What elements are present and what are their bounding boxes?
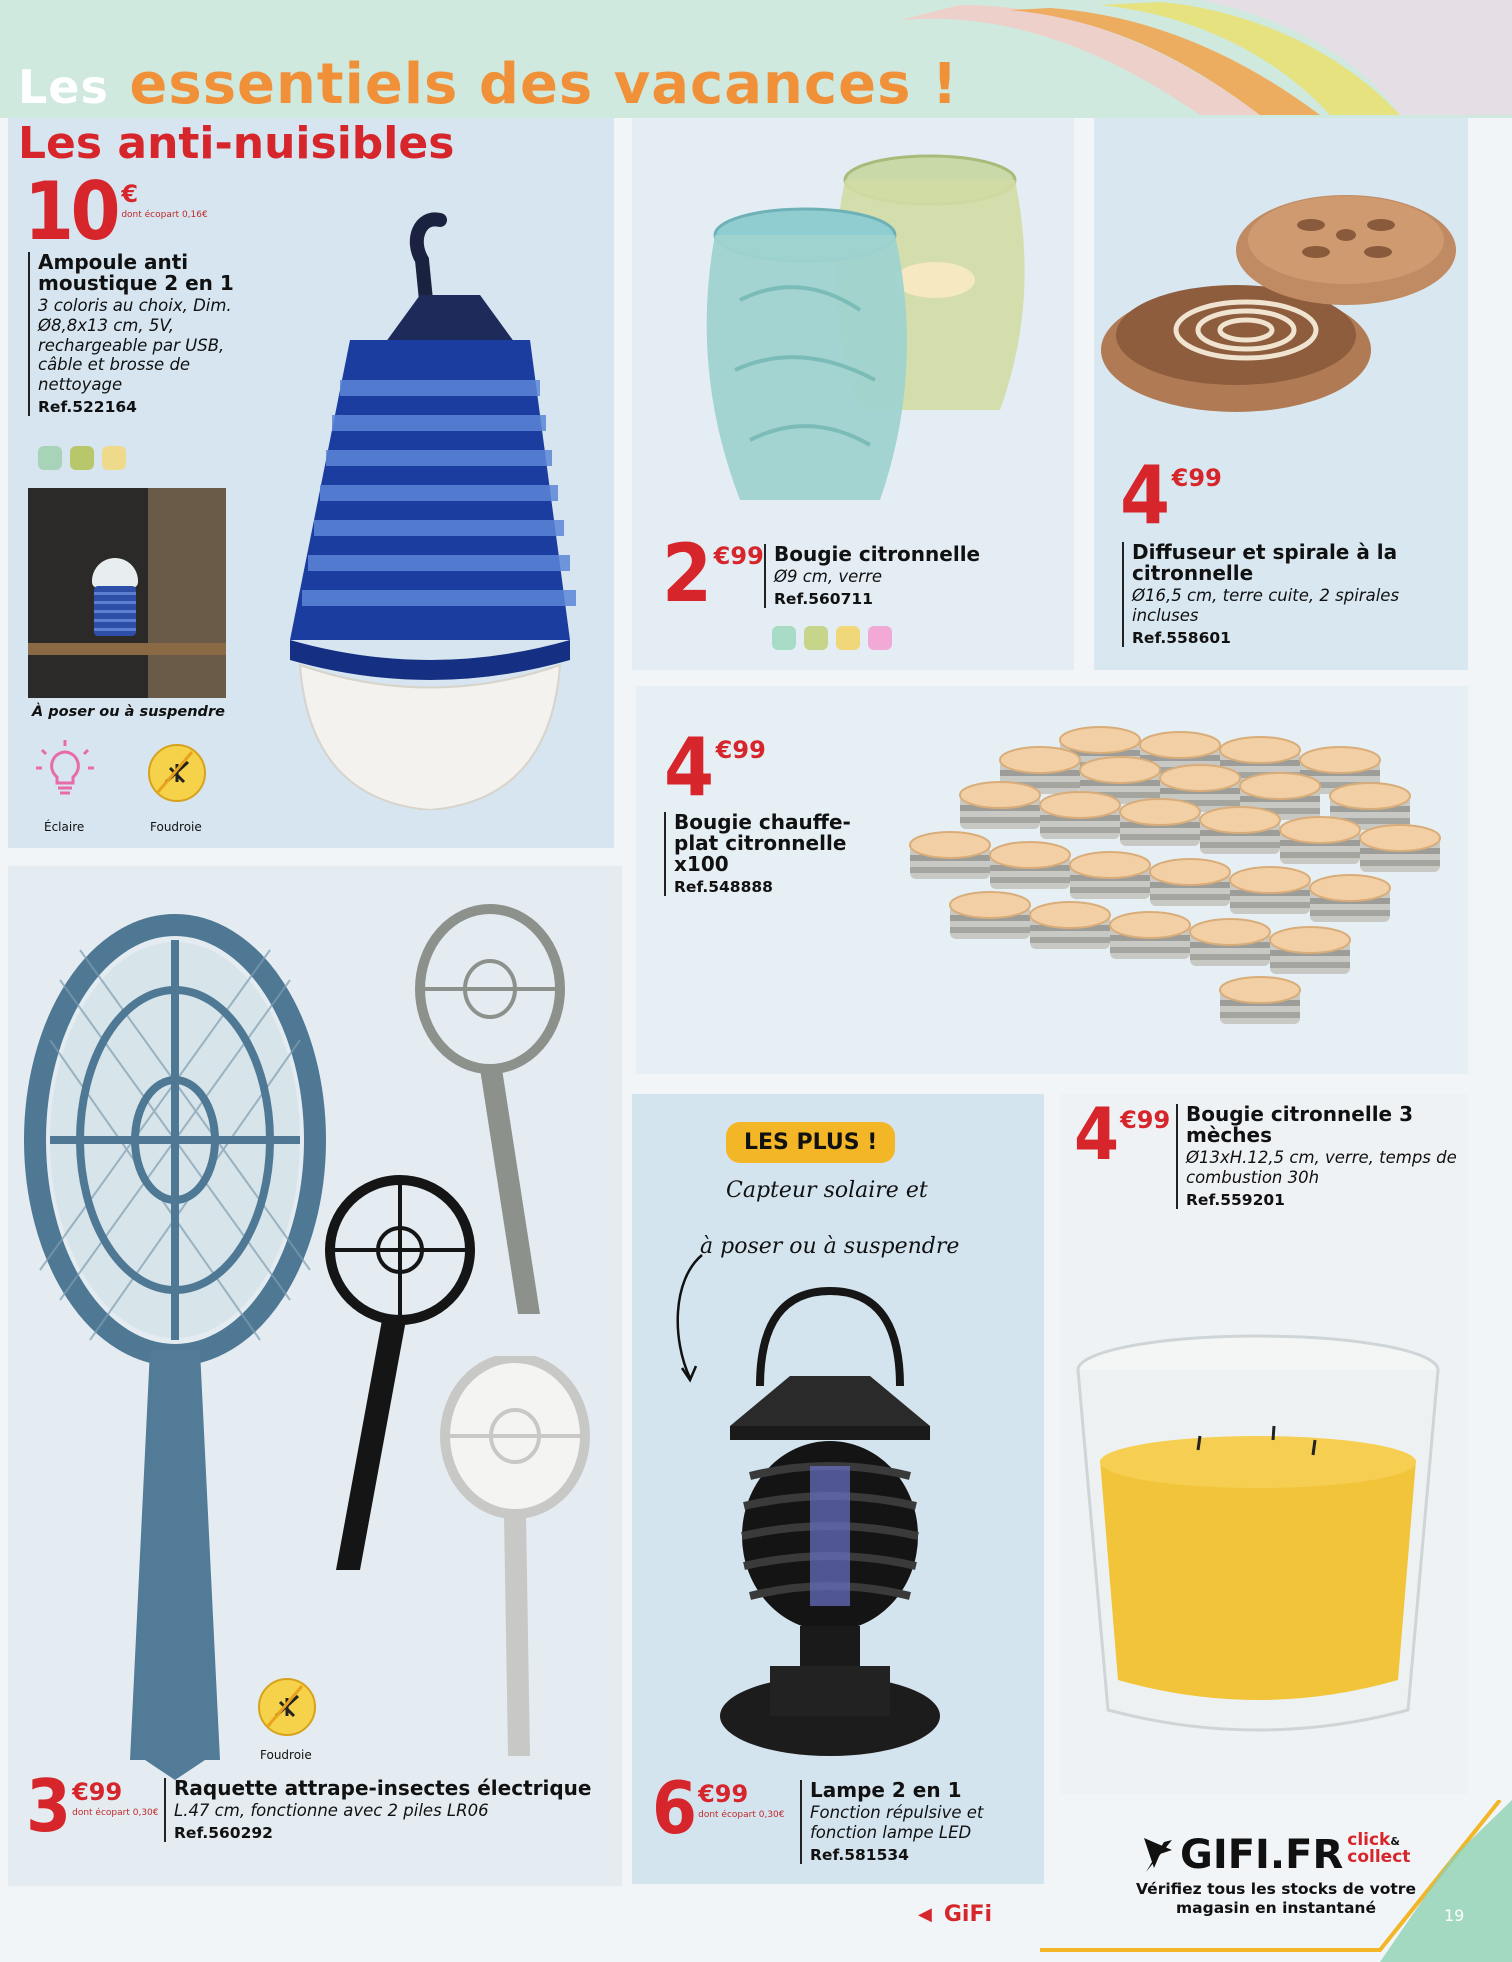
price-raquette [26, 1764, 159, 1848]
product-ref: Ref.581534 [810, 1845, 909, 1864]
swatch-green[interactable] [804, 626, 828, 650]
ecopart: dont écopart 0,16€ [121, 210, 208, 220]
header-swoosh [900, 0, 1512, 130]
product-ref: Ref.522164 [38, 397, 137, 416]
product-ref: Ref.560711 [774, 589, 873, 608]
page-number: 19 [1444, 1906, 1465, 1925]
header-title-text: essentiels des vacances ! [129, 52, 959, 117]
price-dec: €99 [1171, 464, 1222, 492]
price-int: 6 [652, 1766, 694, 1850]
candle-glasses-image [680, 140, 1040, 520]
site-name[interactable]: GIFI.FR [1180, 1832, 1344, 1878]
price-diffuseur [1120, 449, 1222, 542]
desc-bougie-3meches [1176, 1104, 1458, 1209]
desc-lampe [800, 1780, 1030, 1864]
price-dec: €99 [72, 1778, 123, 1806]
inset-caption: À poser ou à suspendre [32, 704, 225, 720]
cursor-icon [1142, 1836, 1176, 1876]
product-desc: 3 coloris au choix, Dim. Ø8,8x13 cm, 5V, rechargeable par USB, câble et brosse de nettoyage [38, 296, 232, 395]
price-int: 10 [24, 165, 117, 258]
price-ampoule [24, 165, 208, 258]
price-lampe [652, 1766, 785, 1850]
product-ref: Ref.548888 [674, 878, 773, 896]
product-desc: L.47 cm, fonctionne avec 2 piles LR06 [174, 1801, 489, 1820]
desc-diffuseur [1122, 542, 1442, 647]
icon-label-foudroie: Foudroie [150, 820, 202, 834]
bulb-icon [32, 738, 98, 804]
candle-3-wicks-image [1068, 1330, 1448, 1750]
zap-mosquito-icon-raquette [256, 1676, 318, 1738]
section-title: Les anti-nuisibles [18, 118, 455, 169]
product-ref: Ref.558601 [1132, 628, 1231, 647]
product-title: Diffuseur et spirale à la citronnelle [1132, 540, 1398, 585]
footer-verify: Vérifiez tous les stocks de votre magasin en instantané [1136, 1880, 1416, 1917]
desc-chauffe-plat [664, 812, 884, 896]
footer-site[interactable] [1180, 1832, 1410, 1878]
desc-raquette [164, 1778, 604, 1842]
brand-logo: GiFi [943, 1902, 993, 1927]
swatch-olive[interactable] [70, 446, 94, 470]
product-title: Raquette attrape-insectes électrique [174, 1776, 592, 1800]
swatch-pink[interactable] [868, 626, 892, 650]
price-dec: €99 [713, 542, 764, 570]
icon-label-foudroie-raquette: Foudroie [260, 1748, 312, 1762]
product-desc: Ø16,5 cm, terre cuite, 2 spirales incluses [1132, 586, 1400, 625]
product-desc: Ø13xH.12,5 cm, verre, temps de combustion 30h [1186, 1148, 1457, 1187]
mosquito-lamp-image [270, 210, 600, 810]
price-dec: €99 [1120, 1106, 1171, 1134]
product-title: Lampe 2 en 1 [810, 1778, 962, 1802]
solar-lamp-image [700, 1276, 960, 1776]
diffuser-image [1096, 180, 1466, 440]
price-int: 4 [1120, 449, 1167, 542]
click-text: click [1347, 1830, 1391, 1850]
badge-les-plus: LES PLUS ! [726, 1122, 895, 1163]
swatch-yellow[interactable] [836, 626, 860, 650]
header-title [18, 52, 958, 117]
ecopart: dont écopart 0,30€ [698, 1810, 785, 1820]
price-int: 4 [1074, 1092, 1116, 1176]
product-ref: Ref.559201 [1186, 1190, 1285, 1209]
tealights-image [880, 720, 1460, 1050]
product-ref: Ref.560292 [174, 1823, 273, 1842]
price-dec: € [121, 180, 139, 208]
product-title: Ampoule anti moustique 2 en 1 [38, 250, 234, 295]
swatch-green[interactable] [38, 446, 62, 470]
collect-text: collect [1347, 1847, 1411, 1867]
price-chauffe-plat [664, 721, 766, 814]
product-desc: Fonction répulsive et fonction lampe LED [810, 1803, 984, 1842]
desc-bougie-verre [764, 544, 1004, 608]
header-les: Les [18, 60, 109, 114]
swatches-bougie-verre [772, 626, 900, 654]
racket-white-image [430, 1356, 600, 1766]
product-title: Bougie citronnelle [774, 542, 981, 566]
price-int: 2 [662, 527, 709, 620]
footer-brand [918, 1902, 992, 1927]
handwritten-line-2: à poser ou à suspendre [700, 1234, 960, 1259]
inset-photo [28, 488, 226, 698]
price-dec: €99 [715, 736, 766, 764]
ecopart: dont écopart 0,30€ [72, 1808, 159, 1818]
price-int: 4 [664, 721, 711, 814]
swatches-ampoule [38, 446, 134, 474]
swatch-yellow[interactable] [102, 446, 126, 470]
price-dec: €99 [698, 1780, 749, 1808]
triangle-left-icon: ◀ [918, 1904, 932, 1925]
handwritten-line-1: Capteur solaire et [726, 1178, 928, 1203]
price-bougie-3meches [1074, 1092, 1171, 1176]
product-title: Bougie chauffe-plat citronnelle x100 [674, 810, 851, 876]
price-bougie-verre [662, 527, 764, 620]
icon-label-eclaire: Éclaire [44, 820, 85, 834]
product-desc: Ø9 cm, verre [774, 567, 882, 586]
amp-text: & [1390, 1835, 1400, 1848]
zap-mosquito-icon [146, 742, 208, 804]
racket-blue-image [20, 900, 340, 1780]
swatch-aqua[interactable] [772, 626, 796, 650]
desc-ampoule [28, 252, 258, 416]
price-int: 3 [26, 1764, 68, 1848]
product-title: Bougie citronnelle 3 mèches [1186, 1102, 1413, 1147]
